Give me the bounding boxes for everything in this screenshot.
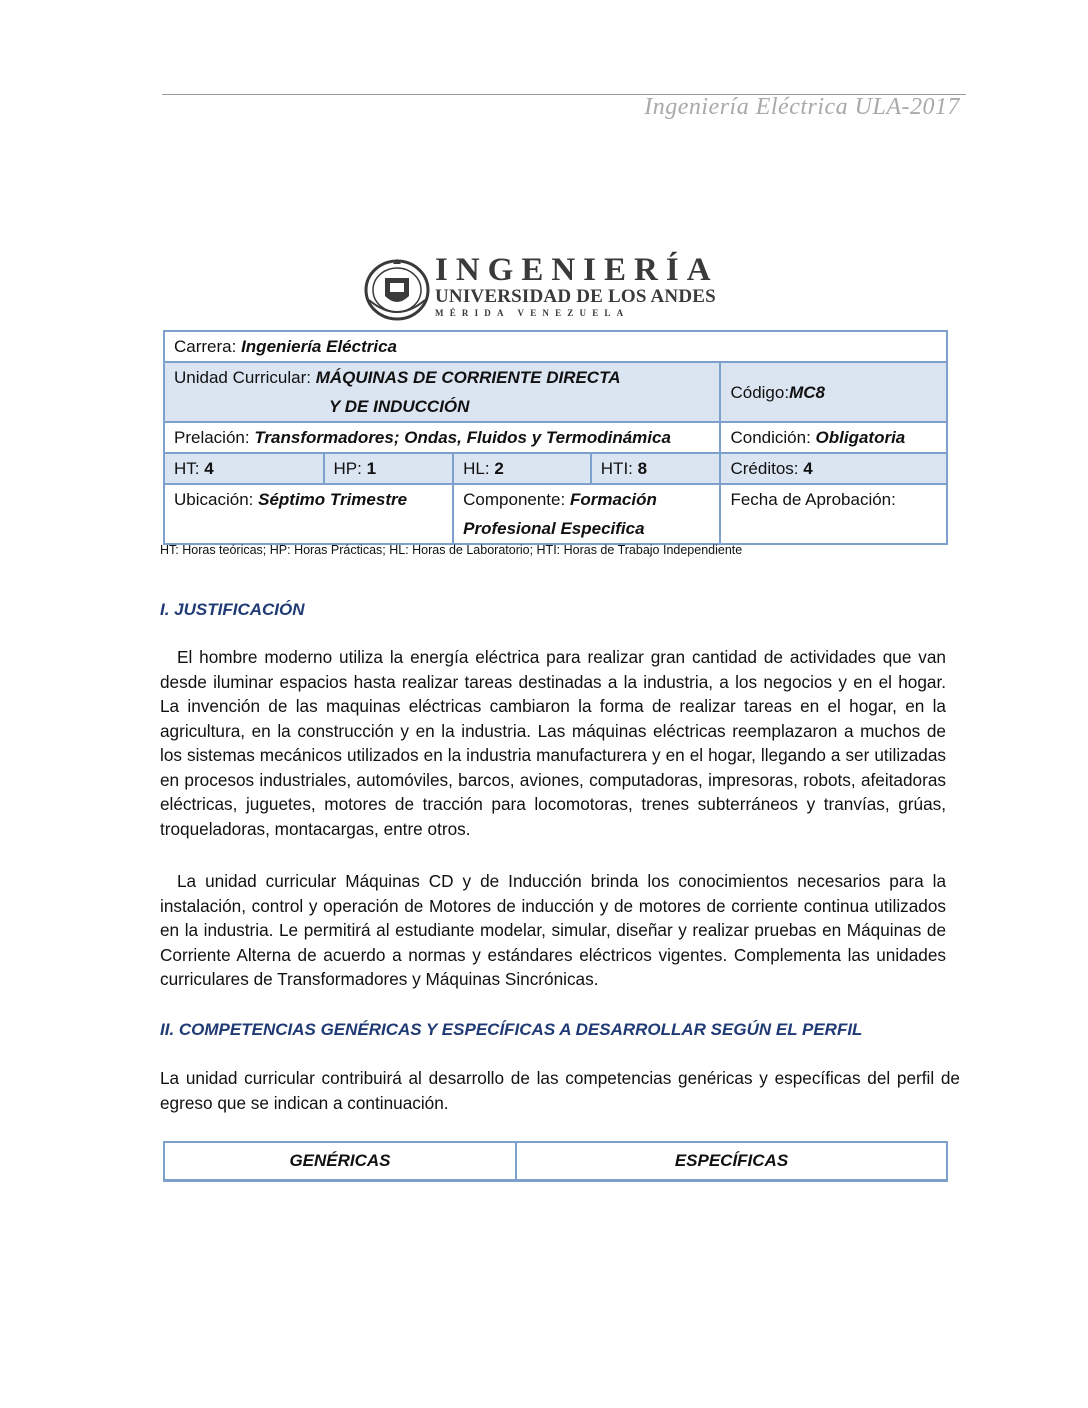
- cell-carrera: Carrera: Ingeniería Eléctrica: [164, 331, 947, 362]
- row-hours: [164, 453, 947, 484]
- row-prelacion: [164, 422, 947, 453]
- hours-legend: HT: Horas teóricas; HP: Horas Prácticas; HL: Horas de Laboratorio; HTI: Horas de Trabajo Independiente: [160, 543, 743, 557]
- university-logo: [363, 252, 725, 324]
- unidad-value-2: Y DE INDUCCIÓN: [329, 397, 470, 416]
- prelacion-value: Transformadores; Ondas, Fluidos y Termodinámica: [254, 428, 671, 447]
- competencias-paragraph: La unidad curricular contribuirá al desarrollo de las competencias genéricas y específicas del perfil de egreso que se indican a continuación.: [160, 1068, 960, 1113]
- cell-ht: HT: 4: [164, 453, 324, 484]
- course-info-table: [163, 330, 948, 545]
- condicion-value: Obligatoria: [815, 428, 906, 447]
- section-heading-competencias: II. COMPETENCIAS GENÉRICAS Y ESPECÍFICAS A DESARROLLAR SEGÚN EL PERFIL: [160, 1020, 863, 1039]
- justificacion-paragraph-2: La unidad curricular Máquinas CD y de Inducción brinda los conocimientos necesarios para la instalación, control y operación de Motores de inducción y de motores de corriente continua utilizados en la industria. Le permitirá al estudiante modelar, simular, diseñar y realizar pruebas en Máquinas de Corriente Alterna de acuerdo a normas y estándares eléctricos vigentes. Complementa las unidades curriculares de Transformadores y Máquinas Sincrónicas.: [160, 871, 946, 989]
- cell-hp: HP: 1: [324, 453, 454, 484]
- unidad-value: MÁQUINAS DE CORRIENTE DIRECTA: [315, 368, 621, 387]
- codigo-value: MC8: [789, 382, 825, 402]
- cell-ubicacion: Ubicación: Séptimo Trimestre: [164, 484, 453, 544]
- col-genericas: GENÉRICAS: [164, 1142, 516, 1181]
- competencias-header-row: [164, 1142, 947, 1181]
- carrera-value: Ingeniería Eléctrica: [241, 337, 397, 356]
- componente-value-2: Profesional Especifica: [463, 519, 645, 538]
- section-heading-justificacion: I. JUSTIFICACIÓN: [160, 600, 305, 619]
- cell-componente: Componente: Formación Profesional Especifica: [453, 484, 720, 544]
- cell-prelacion: Prelación: Transformadores; Ondas, Fluidos y Termodinámica: [164, 422, 720, 453]
- logo-title: INGENIERÍA: [435, 252, 719, 288]
- row-unidad: [164, 362, 947, 422]
- logo-university: UNIVERSIDAD DE LOS ANDES: [435, 286, 716, 307]
- competencias-table: [163, 1141, 948, 1182]
- cell-hti: HTI: 8: [591, 453, 721, 484]
- cell-codigo: Código:MC8: [720, 362, 947, 422]
- justificacion-paragraph-1: El hombre moderno utiliza la energía eléctrica para realizar gran cantidad de actividades que van desde iluminar espacios hasta realizar tareas destinadas a la industria, a los negocios y en el hogar. La invención de las maquinas eléctricas cambiaron la forma de realizar tareas en el hogar, en la agricultura, en la construcción y en la industria. Las máquinas eléctricas reemplazaron a muchos de los sistemas mecánicos utilizados en la industria manufacturera y en el hogar, llegando a ser utilizadas en procesos industriales, automóviles, barcos, aviones, computadoras, impresoras, robots, afeitadoras eléctricas, juguetes, motores de tracción para locomotoras, trenes subterráneos y tranvías, grúas, troqueladoras, montacargas, entre otros.: [160, 647, 946, 839]
- cell-hl: HL: 2: [453, 453, 591, 484]
- university-seal-icon: [363, 256, 431, 322]
- cell-creditos: Créditos: 4: [720, 453, 947, 484]
- ubicacion-value: Séptimo Trimestre: [258, 490, 408, 509]
- row-carrera: [164, 331, 947, 362]
- cell-condicion: Condición: Obligatoria: [720, 422, 947, 453]
- running-head: Ingeniería Eléctrica ULA-2017: [644, 94, 960, 120]
- cell-fecha: Fecha de Aprobación:: [720, 484, 947, 544]
- row-ubicacion: [164, 484, 947, 544]
- componente-value: Formación: [569, 490, 657, 509]
- cell-unidad: Unidad Curricular: MÁQUINAS DE CORRIENTE DIRECTA Y DE INDUCCIÓN: [164, 362, 720, 422]
- col-especificas: ESPECÍFICAS: [516, 1142, 947, 1181]
- logo-location: MÉRIDA VENEZUELA: [435, 308, 630, 318]
